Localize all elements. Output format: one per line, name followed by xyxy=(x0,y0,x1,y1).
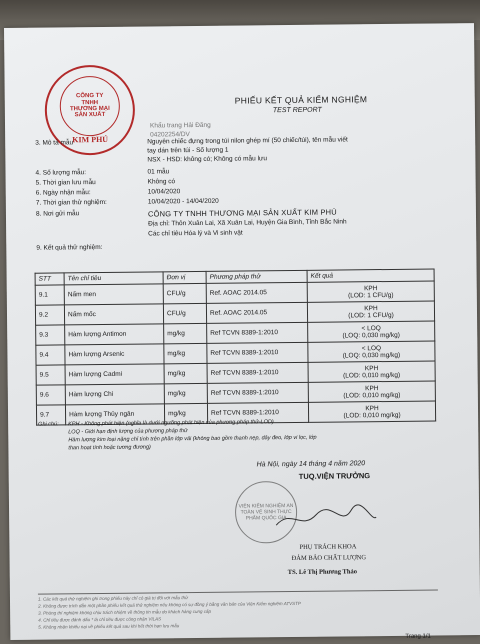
notes-label: Ghi chú: xyxy=(38,421,59,428)
result-limit: (LOD: 0,010 mg/kg) xyxy=(343,391,401,399)
cell-unit: mg/kg xyxy=(164,403,207,423)
page-number: Trang 1/1 xyxy=(405,633,431,640)
result-value: < LOQ xyxy=(361,344,382,352)
store-label: 5. Thời gian lưu mẫu xyxy=(35,179,96,187)
cell-name: Hàm lượng Thủy ngân xyxy=(65,404,164,425)
cell-name: Hàm lượng Chì xyxy=(65,384,164,405)
note-metal: Hàm lượng kim loại nặng chỉ tính trên phần lớp vải (không bao gồm thanh nẹp, dây đeo, lớp vi lọc, lớp xyxy=(68,434,317,444)
cell-result xyxy=(308,361,435,382)
cell-name: Nấm men xyxy=(64,284,163,305)
result-limit: (LOD: 1 CFU/g) xyxy=(348,311,394,319)
sign-name: TS. Lê Thị Phương Thảo xyxy=(287,568,357,577)
desc-value: Nguyên chiếc đựng trong túi nilon ghép mí (50 chiếc/túi), tên mẫu viết xyxy=(147,136,348,146)
cell-method: Ref TCVN 8389-1:2010 xyxy=(207,402,308,423)
cell-name: Hàm lượng Arsenic xyxy=(65,344,164,365)
qty-label: 4. Số lượng mẫu: xyxy=(35,169,87,177)
stamp-inner xyxy=(60,76,121,137)
info-row-recv xyxy=(36,188,181,197)
sign-role-2: ĐẢM BẢO CHẤT LƯỢNG xyxy=(291,554,367,563)
sign-institute: TUQ.VIỆN TRƯỞNG xyxy=(298,471,371,481)
report-subtitle: TEST REPORT xyxy=(272,106,322,115)
footer-line-1: 1. Các kết quả thử nghiệm ghi trong phiếu này chỉ có giá trị đối với mẫu thử xyxy=(37,595,189,602)
result-value: < LOQ xyxy=(361,324,381,332)
stamp-line-4: SẢN XUẤT xyxy=(74,112,106,119)
cell-method: Ref. AOAC 2014.05 xyxy=(206,282,307,303)
cell-name: Hàm lượng Antimon xyxy=(65,324,164,345)
cell-result xyxy=(307,301,434,322)
result-value: KPH xyxy=(364,304,378,312)
info-row-sender xyxy=(36,208,337,220)
footer-notes xyxy=(38,589,438,631)
cell-method: Ref. AOAC 2014.05 xyxy=(206,302,307,323)
sign-role-1: PHỤ TRÁCH KHOA xyxy=(299,543,357,551)
sample-brand: Khẩu trang Hải Đăng xyxy=(149,121,211,130)
cell-stt: 9.7 xyxy=(36,405,65,425)
header-result: Kết quả xyxy=(307,269,434,282)
desc-value-3: NSX - HSD: không có; Không có mẫu lưu xyxy=(147,155,268,164)
cell-method: Ref TCVN 8389-1:2010 xyxy=(207,382,308,403)
result-value: KPH xyxy=(365,384,379,392)
cell-unit: CFU/g xyxy=(163,303,206,323)
sender-value: CÔNG TY TNHH THƯƠNG MẠI SẢN XUẤT KIM PHÚ xyxy=(147,207,337,219)
store-value: Không có xyxy=(147,178,176,186)
result-value: KPH xyxy=(364,364,379,372)
cell-unit: mg/kg xyxy=(164,383,207,403)
cell-method: Ref TCVN 8389-1:2010 xyxy=(207,362,308,383)
cell-stt: 9.6 xyxy=(36,385,65,405)
sender-label: 8. Nơi gửi mẫu xyxy=(35,210,80,218)
info-row-desc3 xyxy=(147,155,267,163)
info-row-scope xyxy=(148,230,243,238)
footer-line-2: 2. Không được trích dẫn một phần phiếu kết quả thử nghiệm nếu không có sự đồng ý bằng văn bản của Viện Kiểm nghiệm ATVSTP xyxy=(38,600,301,609)
result-value: KPH xyxy=(365,404,379,412)
notes xyxy=(38,417,438,453)
cell-result xyxy=(307,281,434,302)
report-sheet xyxy=(4,23,480,640)
footer-line-4: 4. Chỉ tiêu được đánh dấu * là chỉ tiêu được công nhận VILAS xyxy=(38,616,162,623)
result-limit: (LOD: 1 CFU/g) xyxy=(348,291,394,299)
info-row-address xyxy=(148,218,347,227)
cell-unit: mg/kg xyxy=(164,343,207,363)
result-value: KPH xyxy=(364,284,378,292)
header-name: Tên chỉ tiêu xyxy=(64,272,163,285)
recv-label: 6. Ngày nhận mẫu: xyxy=(35,189,91,197)
sign-date: Hà Nội, ngày 14 tháng 4 năm 2020 xyxy=(256,460,366,469)
cell-method: Ref TCVN 8389-1:2010 xyxy=(207,322,308,343)
sample-code: 04202254/DV xyxy=(150,131,190,139)
sender-address: Địa chỉ: Thôn Xuân Lai, Xã Xuân Lai, Huyện Gia Bình, Tỉnh Bắc Ninh xyxy=(148,218,347,228)
note-loq: LOQ - Giới hạn định lượng của phương pháp thử xyxy=(68,428,188,436)
cell-name: Nấm mốc xyxy=(64,304,163,325)
info-row-qty xyxy=(35,168,169,176)
test-value: 10/04/2020 - 14/04/2020 xyxy=(147,197,219,206)
stamp-line-1: CÔNG TY xyxy=(76,93,104,100)
cell-result xyxy=(308,321,435,342)
cell-result xyxy=(308,341,435,362)
info-row-result xyxy=(36,244,148,252)
results-table xyxy=(35,269,437,426)
header-method: Phương pháp thử xyxy=(206,270,307,283)
header-unit: Đơn vị xyxy=(163,271,206,283)
cell-name: Hàm lượng Cadmi xyxy=(65,364,164,385)
cell-stt: 9.3 xyxy=(36,325,65,345)
test-scope: Các chỉ tiêu Hóa lý và Vi sinh vật xyxy=(148,229,243,238)
info-row-test xyxy=(36,198,219,207)
cell-method: Ref TCVN 8389-1:2010 xyxy=(207,342,308,363)
desc-value-2: tay dán trên túi - Số lượng 1 xyxy=(147,146,229,155)
result-label: 9. Kết quả thử nghiệm: xyxy=(36,243,103,252)
stamp-name: KIM PHÚ xyxy=(72,134,109,145)
info-row-desc2 xyxy=(147,147,228,155)
result-limit: (LOQ: 0,030 mg/kg) xyxy=(342,351,401,359)
stamp-line-2: TNHH xyxy=(81,99,99,106)
result-limit: (LOQ: 0,030 mg/kg) xyxy=(342,331,400,339)
recv-value: 10/04/2020 xyxy=(147,188,181,196)
cell-stt: 9.1 xyxy=(35,285,64,305)
cell-stt: 9.5 xyxy=(36,365,65,385)
cell-unit: mg/kg xyxy=(164,363,207,383)
note-kph: KPH - Không phát hiện (nghĩa là dưới ngưỡng phát hiện của phương pháp thử-LOD) xyxy=(68,419,274,428)
header-stt: STT xyxy=(35,273,64,285)
stamp-line-3: THƯƠNG MẠI xyxy=(69,105,110,113)
report-title: PHIẾU KẾT QUẢ KIỂM NGHIỆM xyxy=(234,94,368,106)
test-label: 7. Thời gian thử nghiệm: xyxy=(35,198,107,207)
cell-unit: mg/kg xyxy=(164,323,207,343)
handwritten-signature xyxy=(271,502,381,533)
footer-line-5: 5. Không nhận khiếu nại về phiếu kết quả sau khi hết thời hạn lưu mẫu xyxy=(38,623,180,630)
cell-result xyxy=(308,381,435,402)
desc-label: 3. Mô tả mẫu xyxy=(35,139,74,147)
qty-value: 01 mẫu xyxy=(147,168,170,176)
cell-unit: CFU/g xyxy=(163,283,206,303)
footer-line-3: 3. Phòng thí nghiệm không chịu trách nhiệm về thông tin mẫu do khách hàng cung cấp xyxy=(38,608,212,616)
cell-stt: 9.2 xyxy=(35,305,64,325)
info-row-store xyxy=(36,178,176,186)
note-metal-2: than hoạt tính hoặc tương đương) xyxy=(68,444,151,452)
cell-stt: 9.4 xyxy=(36,345,65,365)
result-limit: (LOD: 0,010 mg/kg) xyxy=(343,371,401,379)
seal-text: VIỆN KIỂM NGHIỆM AN TOÀN VỆ SINH THỰC PHẨM QUỐC GIA xyxy=(238,502,294,522)
result-limit: (LOD: 0,010 mg/kg) xyxy=(343,411,401,419)
